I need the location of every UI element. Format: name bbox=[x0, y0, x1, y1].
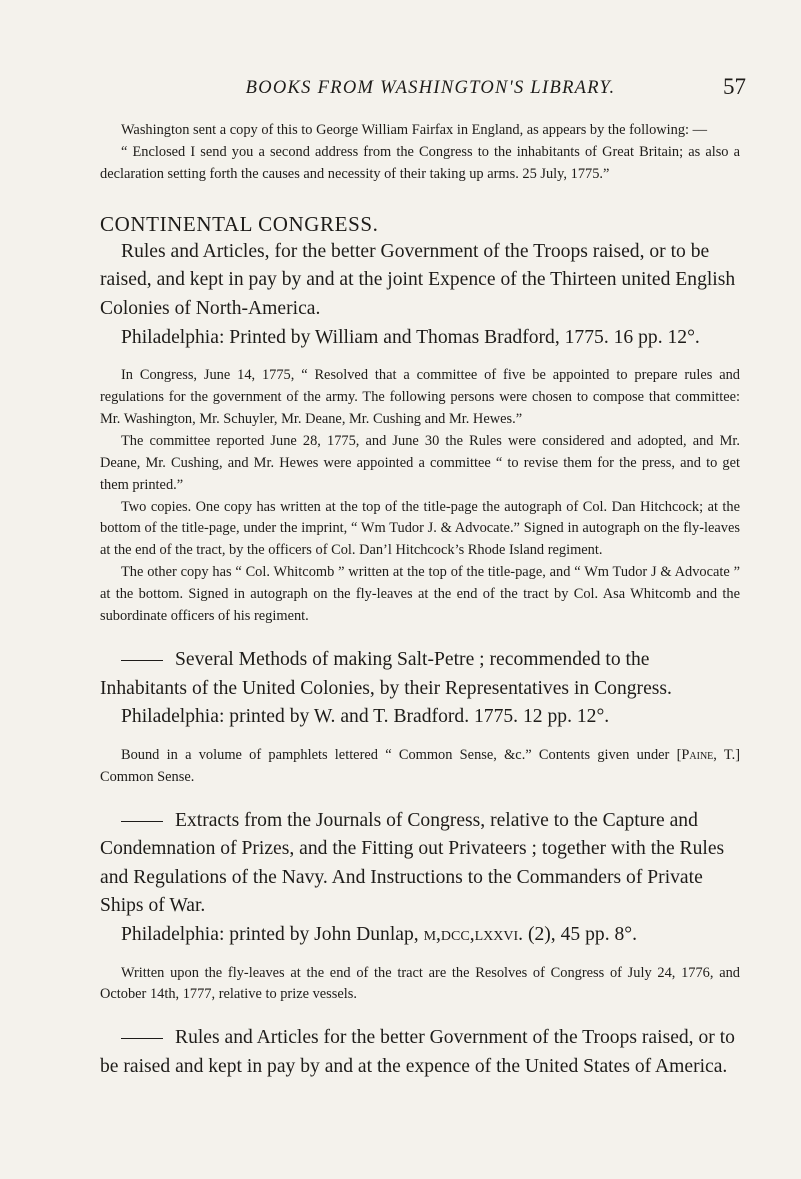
entry-3-imprint-part: (2), 45 pp. 8°. bbox=[523, 923, 638, 945]
entry-3-title-text: Extracts from the Journals of Congress, relative to the Capture and Condemnation of Prizes, and the Fitting out Privateers ; together with the Rules and Regulations of the Navy. And Instructions to the Commanders of Private Ships of War. bbox=[100, 809, 725, 917]
section-heading: CONTINENTAL CONGRESS. bbox=[100, 211, 379, 236]
entry-2-title-text: Several Methods of making Salt-Petre ; recommended to the Inhabitants of the United Colonies, by their Representatives in Congress. bbox=[100, 648, 672, 699]
entry-4-title-text: Rules and Articles for the better Government of the Troops raised, or to be raised and kept in pay by and at the expence of the United States of America. bbox=[100, 1027, 735, 1077]
entry-1-note: Two copies. One copy has written at the top of the title-page the autograph of Col. Dan Hitchcock; at the bottom of the title-page, under the imprint, “ Wm Tudor J. & Advocate.” Signed in autograph on the fly-leaves at the end of the tract, by the officers of Col. Dan’l Hitchcock’s Rhode Island regiment. bbox=[100, 498, 740, 559]
entry-1-title: Rules and Articles, for the better Government of the Troops raised, or to be raised, and kept in pay by and at the joint Expence of the Thirteen united English Colonies of North-America. bbox=[100, 240, 736, 319]
entry-dash bbox=[121, 1038, 163, 1039]
entry-1-note: In Congress, June 14, 1775, “ Resolved that a committee of five be appointed to prepare rules and regulations for the government of the army. The following persons were chosen to compose that committee: Mr. Washington, Mr. Schuyler, Mr. Deane, Mr. Cushing and Mr. Hewes.” bbox=[100, 367, 740, 427]
page-number: 57 bbox=[723, 74, 746, 99]
entry-2-note-part: , T.] Common Sense. bbox=[100, 746, 741, 785]
entry-dash bbox=[121, 660, 163, 661]
entry-1-note: The committee reported June 28, 1775, and June 30 the Rules were considered and adopted, and Mr. Deane, Mr. Cushing, and Mr. Hewes were appointed a committee “ to revise them for the press, and to get them printed.” bbox=[100, 432, 740, 493]
entry-2-note-author: Paine bbox=[681, 746, 714, 763]
entry-2-note bbox=[100, 745, 740, 789]
entry-3-note: Written upon the fly-leaves at the end of the tract are the Resolves of Congress of July 24, 1776, and October 14th, 1777, relative to prize vessels. bbox=[100, 964, 740, 1003]
entry-2-title bbox=[100, 646, 740, 703]
entry-1-note: The other copy has “ Col. Whitcomb ” written at the top of the title-page, and “ Wm Tudor J & Advocate ” at the bottom. Signed in autograph on the fly-leaves at the end of the tract by Col. Asa Whitcomb and the subordinate officers of his regiment. bbox=[100, 564, 740, 625]
page-body bbox=[100, 120, 740, 1082]
entry-3-imprint-part: Philadelphia: printed by John Dunlap, bbox=[121, 923, 424, 945]
entry-3-imprint-date: m,dcc,lxxvi. bbox=[423, 923, 524, 945]
entry-2-imprint: Philadelphia: printed by W. and T. Bradford. 1775. 12 pp. 12°. bbox=[121, 706, 610, 728]
entry-3-title bbox=[100, 807, 740, 921]
entry-dash bbox=[121, 821, 163, 822]
entry-3-imprint bbox=[100, 921, 740, 950]
intro-quote: “ Enclosed I send you a second address from the Congress to the inhabitants of Great Britain; as also a declaration setting forth the causes and necessity of their taking up arms. 25 July, 1775.” bbox=[100, 143, 740, 182]
entry-2-note-part: Bound in a volume of pamphlets lettered “ Common Sense, &c.” Contents given under [ bbox=[121, 746, 682, 763]
page-header bbox=[115, 72, 746, 106]
intro-paragraph: Washington sent a copy of this to George William Fairfax in England, as appears by the following: — bbox=[121, 122, 708, 138]
running-title: BOOKS FROM WASHINGTON'S LIBRARY. bbox=[245, 78, 616, 98]
entry-1-imprint: Philadelphia: Printed by William and Thomas Bradford, 1775. 16 pp. 12°. bbox=[121, 326, 700, 348]
entry-4-title bbox=[100, 1024, 740, 1081]
